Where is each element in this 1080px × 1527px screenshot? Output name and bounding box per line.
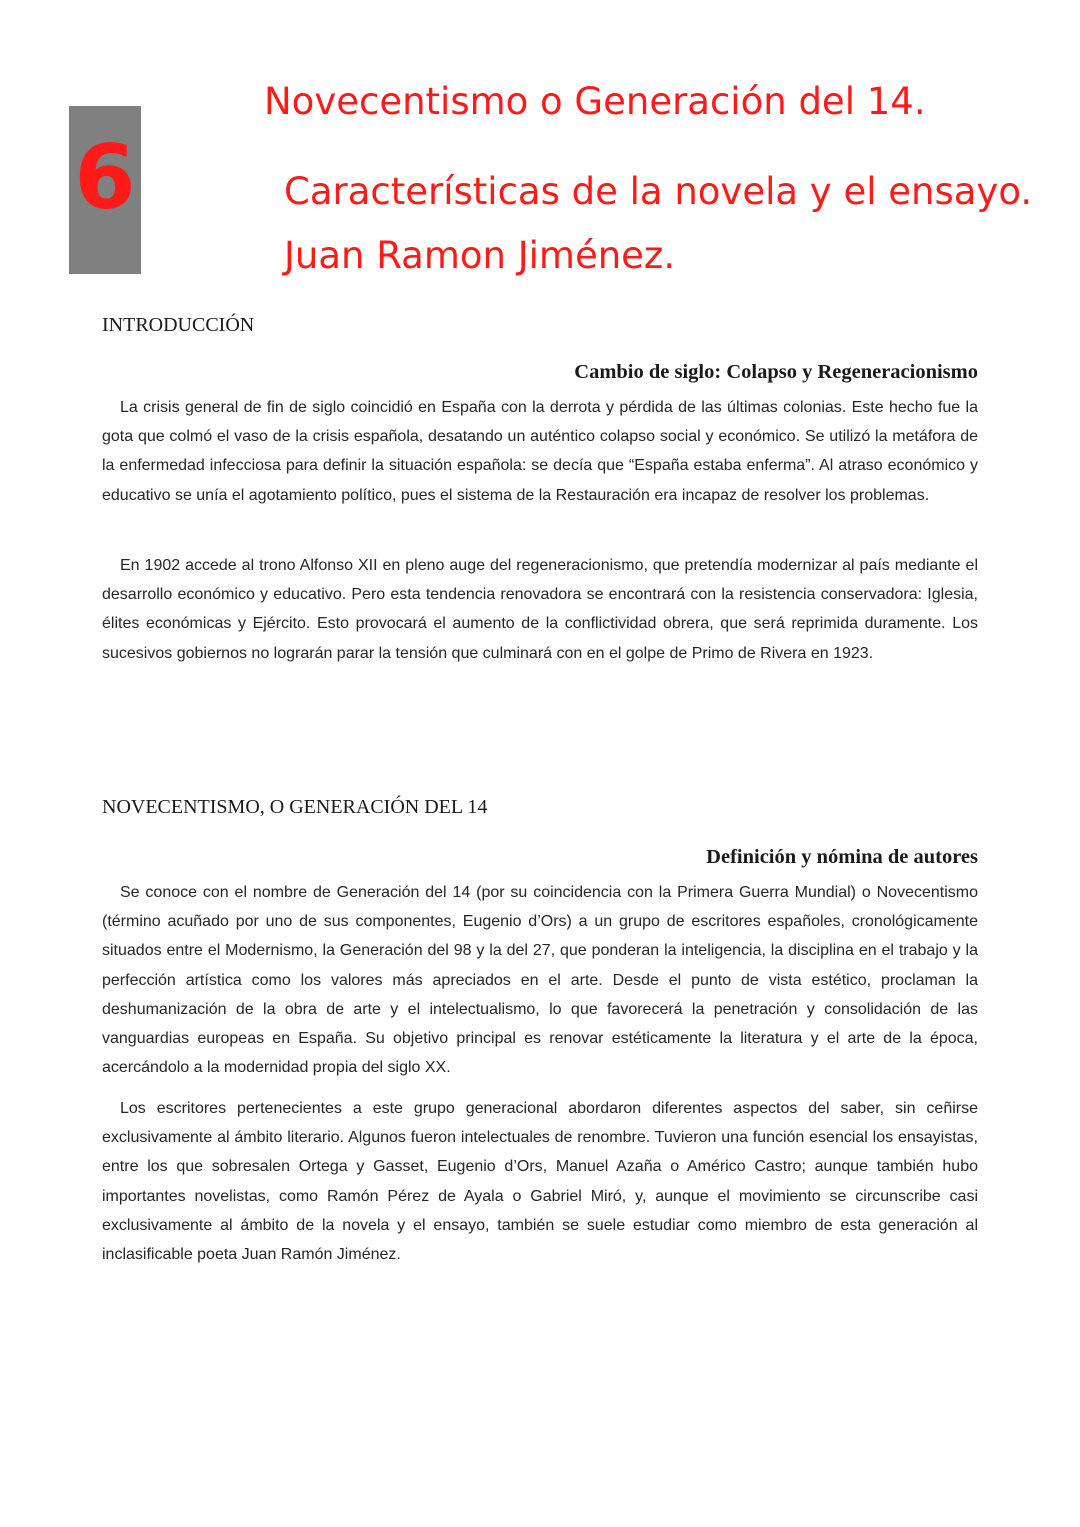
page-subtitle-line-1: Características de la novela y el ensayo.	[284, 170, 1033, 213]
section-heading-novecentismo: NOVECENTISMO, O GENERACIÓN DEL 14	[102, 796, 488, 818]
page-title: Novecentismo o Generación del 14.	[264, 80, 926, 123]
page-subtitle-line-2: Juan Ramon Jiménez.	[284, 234, 676, 277]
section-heading-introduccion: INTRODUCCIÓN	[102, 314, 255, 336]
paragraph: Se conoce con el nombre de Generación del 14 (por su coincidencia con la Primera Guerra Mundial) o Novecentismo (término acuñado por uno de sus componentes, Eugenio d’Ors) a un grupo de escritores españoles, cronológicamente situados entre el Modernismo, la Generación del 98 y la del 27, que ponderan la inteligencia, la disciplina en el trabajo y la perfección artística como los valores más apreciados en el arte. Desde el punto de vista estético, proclaman la deshumanización de la obra de arte y el intelectualismo, lo que favorecerá la penetración y consolidación de las vanguardias europeas en España. Su objetivo principal es renovar estéticamente la literatura y el arte de la época, acercándolo a la modernidad propia del siglo XX.	[102, 884, 978, 1077]
paragraph: En 1902 accede al trono Alfonso XII en pleno auge del regeneracionismo, que pretendía modernizar al país mediante el desarrollo económico y educativo. Pero esta tendencia renovadora se encontrará con la resistencia conservadora: Iglesia, élites económicas y Ejército. Esto provocará el aumento de la conflictividad obrera, que será reprimida duramente. Los sucesivos gobiernos no lograrán parar la tensión que culminará con en el golpe de Primo de Rivera en 1923.	[102, 557, 978, 662]
paragraph: Los escritores pertenecientes a este grupo generacional abordaron diferentes aspectos del saber, sin ceñirse exclusivamente al ámbito literario. Algunos fueron intelectuales de renombre. Tuvieron una función esencial los ensayistas, entre los que sobresalen Ortega y Gasset, Eugenio d’Ors, Manuel Azaña o Américo Castro; aunque también hubo importantes novelistas, como Ramón Pérez de Ayala o Gabriel Miró, y, aunque el movimiento se circunscribe casi exclusivamente al ámbito de la novela y el ensayo, también se suele estudiar como miembro de esta generación al inclasificable poeta Juan Ramón Jiménez.	[102, 1100, 978, 1264]
paragraph: La crisis general de fin de siglo coincidió en España con la derrota y pérdida de las últimas colonias. Este hecho fue la gota que colmó el vaso de la crisis española, desatando un auténtico colapso social y económico. Se utilizó la metáfora de la enfermedad infecciosa para definir la situación española: se decía que “España estaba enferma”. Al atraso económico y educativo se unía el agotamiento político, pues el sistema de la Restauración era incapaz de resolver los problemas.	[102, 399, 978, 504]
chapter-number: 6	[74, 126, 136, 229]
subheading-definicion: Definición y nómina de autores	[706, 846, 978, 868]
subheading-cambio-de-siglo: Cambio de siglo: Colapso y Regeneracionismo	[574, 361, 978, 383]
